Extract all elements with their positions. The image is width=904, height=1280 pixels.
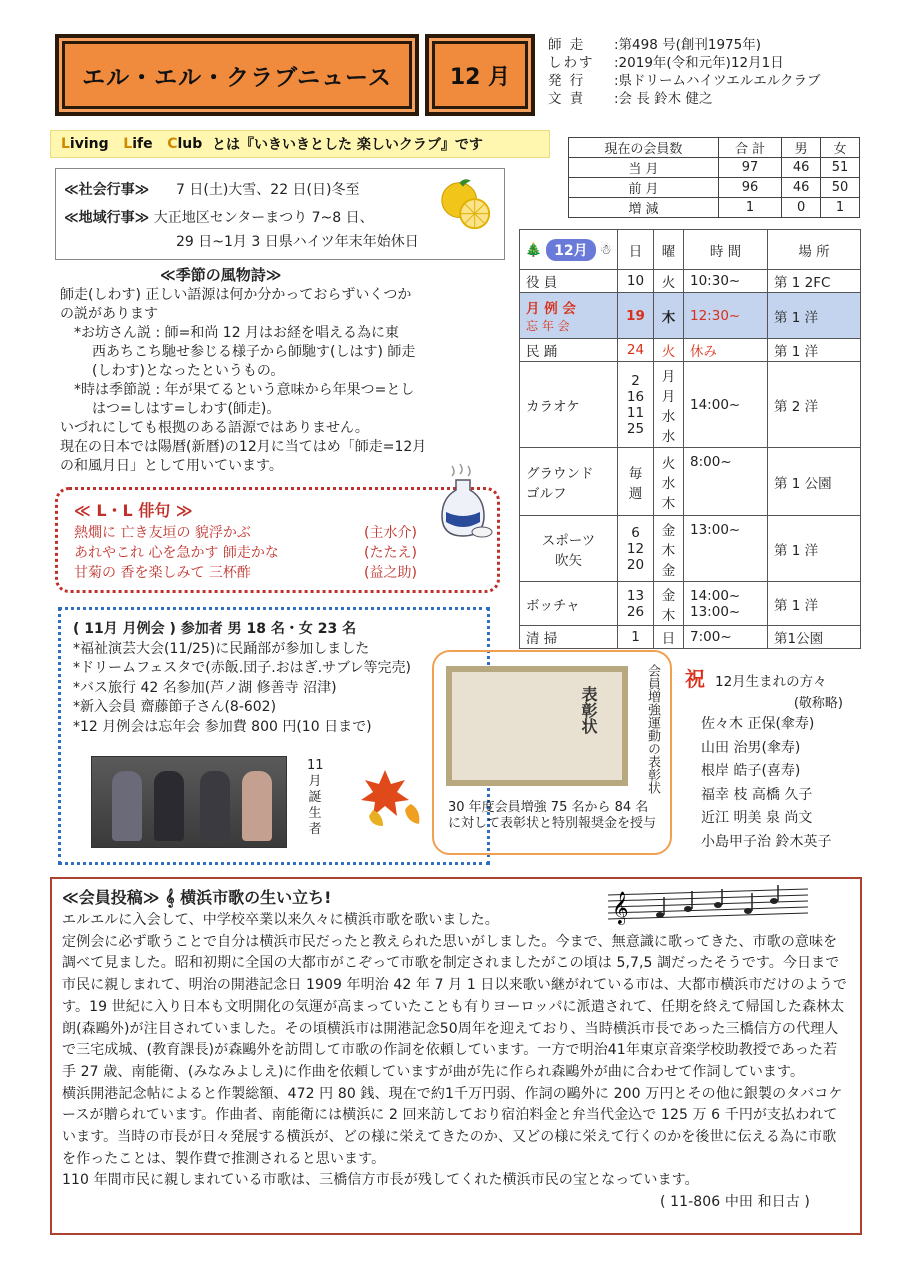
table-row: 増 減 1 0 1 (569, 198, 860, 218)
member-count-table (568, 137, 860, 218)
tree-icon: 🎄 (525, 241, 543, 258)
contribution-author: ( 11-806 中田 和日古 ) (659, 1194, 810, 1211)
snowman-icon: ☃ (599, 241, 612, 258)
birthday-caption: 11月誕生者 (307, 758, 324, 837)
local-events: ≪地域行事≫ 大正地区センターまつり 7~8 日、 (64, 210, 374, 226)
music-notes-icon (608, 885, 808, 925)
masthead-row: 発 行 :県ドリームハイツエルエルクラブ (548, 73, 821, 89)
list-item: 小島甲子治 鈴木英子 (701, 833, 832, 850)
month-box (425, 34, 535, 116)
list-item: *福祉演芸大会(11/25)に民踊部が参加しました (73, 640, 370, 657)
table-row: 月 例 会 忘 年 会 19 木 12:30~ 第 1 洋 (520, 293, 861, 339)
list-item: 近江 明美 泉 尚文 (701, 810, 813, 826)
svg-text:𝄞: 𝄞 (612, 891, 629, 924)
sake-bottle-icon (432, 462, 494, 542)
award-vertical-caption: 会員増強運動の表彰状 (645, 664, 660, 794)
table-row: カラオケ 2 16 11 25 月 月 水 水 14:00~ 第 2 洋 (520, 362, 861, 448)
table-row: 前 月 96 46 50 (569, 178, 860, 198)
meeting-header: ( 11月 月例会 ) 参加者 男 18 名・女 23 名 (73, 621, 357, 637)
december-birthdays (685, 663, 865, 854)
list-item: *バス旅行 42 名参加(芦ノ湖 修善寺 沼津) (73, 679, 337, 696)
newsletter-title-box (55, 34, 419, 116)
yuzu-icon (436, 175, 494, 233)
table-row: スポーツ 吹矢 6 12 20 金 木 金 13:00~ 第 1 洋 (520, 516, 861, 582)
table-row: 当 月 97 46 51 (569, 158, 860, 178)
masthead-row: 文 責 :会 長 鈴木 健之 (548, 91, 713, 107)
list-item: 山田 治男(傘寿) (701, 739, 801, 756)
schedule-badge-cell: 🎄 12月 ☃ (520, 230, 618, 270)
list-item: *新入会員 齋藤節子さん(8-602) (73, 699, 277, 715)
haiku-item: 甘菊の 香を楽しみて 三杯酢 (益之助) (74, 565, 417, 581)
month-label: 12 月 (449, 64, 511, 90)
list-item: 根岸 皓子(喜寿) (701, 763, 801, 779)
meeting-box (58, 607, 490, 865)
season-title: ≪季節の風物詩≫ (160, 266, 282, 284)
list-item: 佐々木 正保(傘寿) (701, 716, 815, 732)
masthead-row: しわす :2019年(令和元年)12月1日 (548, 55, 784, 71)
award-certificate-image: 表彰状 (446, 666, 628, 786)
birthday-members-photo (91, 756, 287, 848)
member-contribution (50, 877, 862, 1235)
contribution-body: エルエルに入会して、中学校卒業以来久々に横浜市歌を歌いました。 定例会に必ず歌うことで自分は横浜市民だったと教えられた思いがしました。今まで、無意識に歌ってきた、市歌の意味を調べて見ました。昭和初期に全国の大都市がこぞって市歌を制定されましたがこの頃は 5,7,5 調だったそうです。今日まで市民に親しまれて、明治の開港記念日 1909 年明治 42 年 7 月 1 日以来歌い継がれている市は、大都市横浜市だけのようです。19 世紀に入り日本も文明開化の気運が高まっていたことも有りヨーロッパに派遣されて、任期を終えて帰国した森林太朗(森鷗外)が注目されていました。その頃横浜市は開港記念50周年を迎えており、当時横浜市長であった三橋信方の代理人で三宅成城、(教育課長)が森鷗外を訪問して市歌の作詞を依頼しています。一方で明治41年東京音楽学校助教授であった若手 27 歳、南能衛、(みなみよしえ)に作曲を依頼していますが曲が先に作られ森鷗外が曲に合わせて作詞しています。 横浜開港記念帖によると作製総額、472 円 80 銭、現在で約1千万円弱、作詞の鷗外に 200 万円とその他に銀製のタバコケースが贈られています。作曲者、南能衛には横浜に 2 回来訪しており宿泊料金と弁当代金込で 125 万 6 千円が支払われています。当時の市長が日々発展する横浜が、どの様に栄えてきたのか、又どの様に栄えて行くのかを後世に伝える為に市歌を作ったことは、製作費で推測されると思います。 110 年間市民に親しまれている市歌は、三橋信方市長が残してくれた横浜市民の宝となっています。 ( 11-806 中田 和日古 ) (62, 910, 850, 1214)
haiku-item: 熱燗に 亡き友垣の 貌浮かぶ (主水介) (74, 525, 417, 541)
birthdays-title: 12月生まれの方々 (715, 674, 827, 690)
list-item: 福幸 枝 高橋 久子 (701, 786, 813, 803)
autumn-leaves-icon (355, 760, 435, 840)
table-row: 現在の会員数 合 計 男 女 (569, 138, 860, 158)
iwai-mark: 祝 (685, 667, 705, 691)
social-events: ≪社会行事≫ 7 日(土)大雪、22 日(日)冬至 (64, 182, 360, 198)
schedule-table (519, 229, 861, 649)
season-text: 師走(しわす) 正しい語源は何か分かっておらずいくつか の説があります *お坊さん説 : 師=和尚 12 月はお経を唱える為に東 西あちこち馳せ参じる様子から師馳す(しはす) 師走 (しわす)となったというもの。 *時は季節説 : 年が果てるという意味から年果つ=とし はつ=しはす=しわす(師走)。 いづれにしても根拠のある語源ではありません。 現在の日本では陽暦(新暦)の12月に当てはめ「師走=12月 の和風月日」として用いています。 (60, 287, 427, 474)
local-events-cont: 29 日~1月 3 日県ハイツ年末年始休日 (176, 234, 419, 250)
haiku-title: ≪ L・L 俳句 ≫ (74, 501, 193, 520)
events-box (55, 168, 505, 260)
masthead-row: 師 走 :第498 号(創刊1975年) (548, 37, 761, 53)
table-row: 役 員 10 火 10:30~ 第 1 2FC (520, 270, 861, 293)
haiku-item: あれやこれ 心を急かす 師走かな (たたえ) (74, 545, 417, 561)
award-box (432, 650, 672, 855)
llc-banner: L iving L ife C lub とは『いきいきとした 楽しいクラブ』です (50, 130, 550, 158)
birthdays-note: (敬称略) (793, 696, 843, 711)
contribution-title: ≪会員投稿≫ 𝄞 横浜市歌の生い立ち! (62, 888, 332, 907)
table-row: グラウンド ゴルフ 毎 週 火 水 木 8:00~ 第 1 公園 (520, 448, 861, 516)
award-caption: 30 年度会員増強 75 名から 84 名に対して表彰状と特別報奨金を授与 (448, 800, 657, 831)
newsletter-title: エル・エル・クラブニュース (82, 64, 392, 91)
masthead (548, 36, 868, 108)
table-row: 清 掃 1 日 7:00~ 第1公園 (520, 626, 861, 649)
table-row: ボッチャ 13 26 金 木 14:00~ 13:00~ 第 1 洋 (520, 582, 861, 626)
table-row: 民 踊 24 火 休み 第 1 洋 (520, 339, 861, 362)
list-item: *12 月例会は忘年会 参加費 800 円(10 日まで) (73, 718, 372, 735)
table-row: 🎄 12月 ☃ 日 曜 時 間 場 所 (520, 230, 861, 270)
list-item: *ドリームフェスタで(赤飯.団子.おはぎ.サブレ等完売) (73, 660, 412, 676)
